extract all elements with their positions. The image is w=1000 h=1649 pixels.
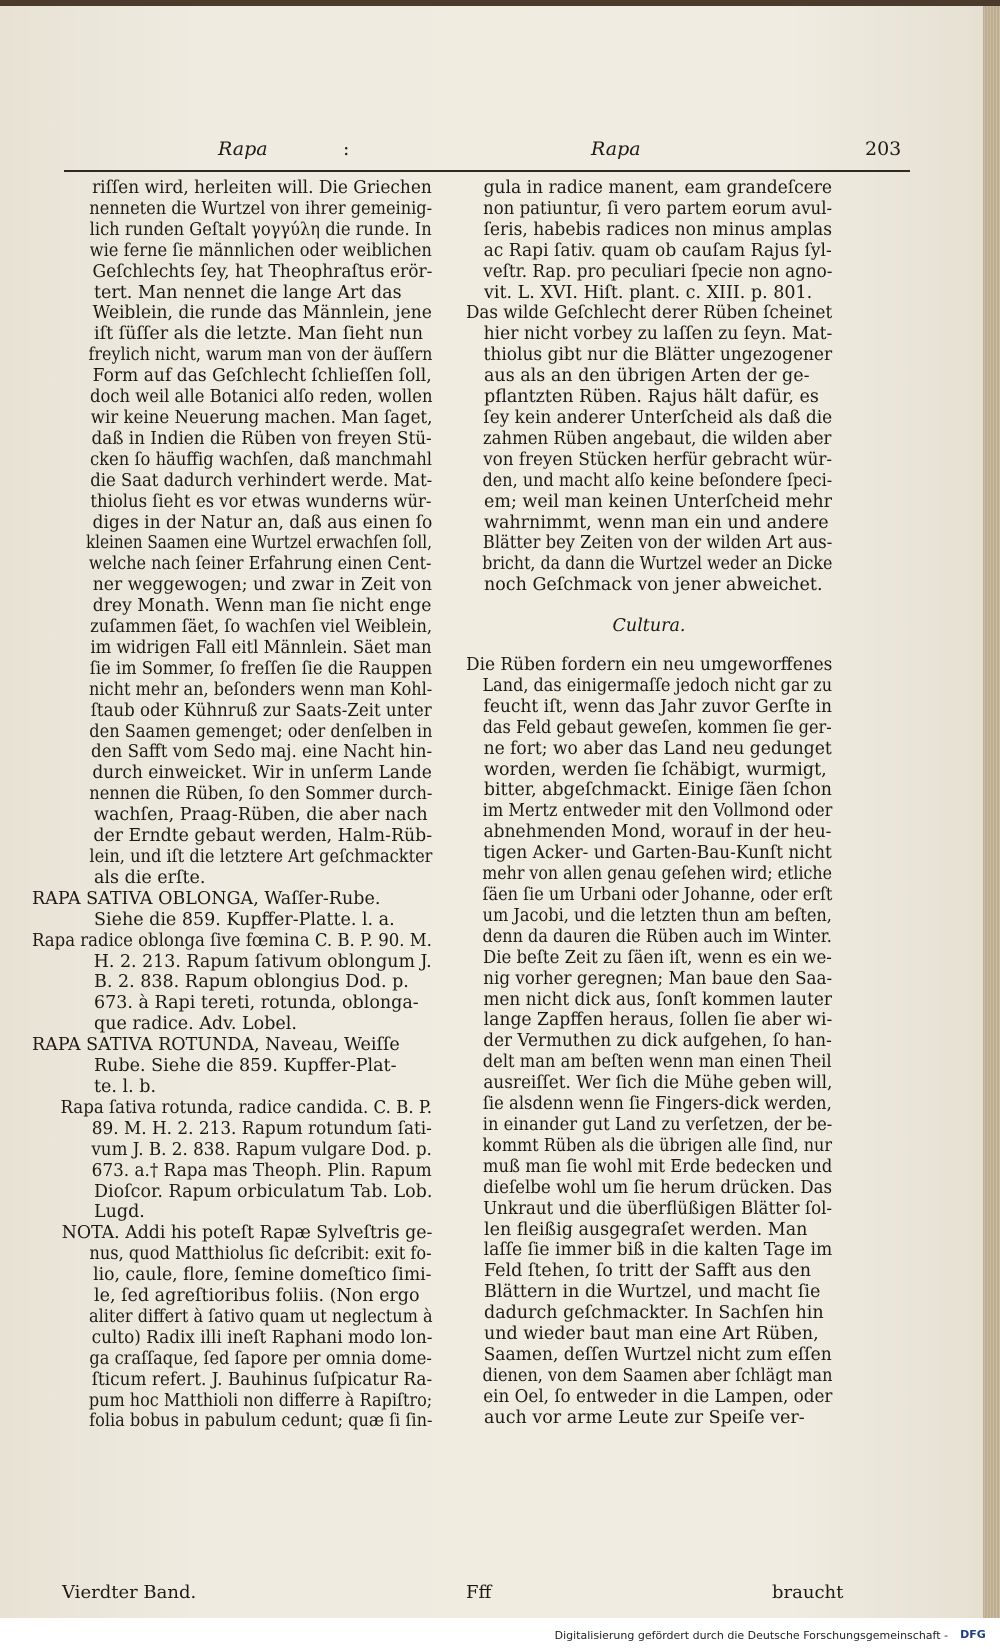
- center-mark: :: [343, 138, 350, 160]
- text-line: dienen, von dem Saamen aber ſchlägt man: [482, 1365, 833, 1386]
- entry-line: Rube. Siehe die 859. Kupffer-Plat-: [94, 1056, 397, 1077]
- text-line: freylich nicht, warum man von der äuſſern: [88, 345, 433, 366]
- entry-line: folia bobus in pabulum cedunt; quæ ſi ſin-: [89, 1411, 433, 1432]
- text-line: iſt ſüſſer als die letzte. Man ſieht nun: [94, 324, 423, 345]
- text-line: em; weil man keinen Unterſcheid mehr: [484, 491, 833, 512]
- text-line: hier nicht vorbey zu laſſen zu ſeyn. Mat-: [483, 324, 833, 345]
- section-title: Cultura.: [612, 616, 686, 637]
- text-line: im widrigen Fall eitl Männlein. Säet man: [90, 637, 432, 658]
- page-number: 203: [865, 138, 902, 160]
- text-line: ſie im Sommer, ſo freſſen ſie die Rauppen: [89, 658, 433, 679]
- text-line: ſeris, habebis radices non minus amplas: [483, 219, 832, 240]
- text-line: men nicht dick aus, ſonſt kommen lauter: [483, 989, 832, 1010]
- entry-line: que radice. Adv. Lobel.: [94, 1014, 297, 1035]
- entry-line: pum hoc Matthioli non differre à Rapiſtro;: [88, 1390, 433, 1411]
- text-line: tigen Acker- und Garten-Bau-Kunſt nicht: [483, 843, 832, 864]
- entry-line: nus, quod Matthiolus ſic deſcribit: exit fo-: [89, 1244, 432, 1265]
- entry-line: 673. à Rapi tereti, rotunda, oblonga-: [94, 993, 419, 1014]
- text-line: thiolus gibt nur die Blätter ungezogener: [483, 345, 833, 366]
- text-line: den Safft vom Sedo maj. eine Nacht hin-: [91, 742, 433, 763]
- text-line: ausreiſſet. Wer ſich die Mühe geben will,: [483, 1073, 833, 1094]
- catchword: braucht: [772, 1582, 844, 1603]
- text-line: bricht, da dann die Wurtzel weder an Dicke: [482, 554, 833, 575]
- entry-line: H. 2. 213. Rapum ſativum oblongum J.: [93, 951, 432, 972]
- text-line: nennen die Rüben, ſo den Sommer durch-: [89, 784, 433, 805]
- text-line: durch einweicket. Wir in unſerm Lande: [92, 763, 432, 784]
- entry-line: B. 2. 838. Rapum oblongius Dod. p.: [94, 972, 409, 993]
- text-line: ner weggewogen; und zwar in Zeit von: [92, 575, 432, 596]
- text-line: worden, werden ſie ſchäbigt, wurmigt,: [484, 759, 827, 780]
- text-line: Die Rüben fordern ein neu umgeworffenes: [466, 655, 833, 676]
- text-line: Form auf das Geſchlecht ſchlieſſen ſoll,: [92, 366, 432, 387]
- entry-line: 673. a.† Rapa mas Theoph. Plin. Rapum: [91, 1160, 432, 1181]
- volume-signature: Vierdter Band.: [62, 1582, 197, 1603]
- text-line: len fleißig ausgegraſet werden. Man: [484, 1219, 808, 1240]
- text-line: welche nach ſeiner Erfahrung einen Cent-: [88, 554, 432, 575]
- text-line: wahrnimmt, wenn man ein und andere: [484, 512, 829, 533]
- text-line: Saamen, deſſen Wurtzel nicht zum eſſen: [483, 1344, 832, 1365]
- entry-line: 89. M. H. 2. 213. Rapum rotundum ſati-: [91, 1118, 432, 1139]
- text-line: von freyen Stücken herfür gebracht wür-: [483, 449, 832, 470]
- text-line: dieſelbe wohl um ſie herum drücken. Das: [483, 1177, 833, 1198]
- right-column: [466, 178, 832, 1429]
- entry-line: Siehe die 859. Kupffer-Platte. l. a.: [94, 909, 395, 930]
- text-line: gula in radice manent, eam grandeſcere: [483, 178, 833, 198]
- text-line: auch vor arme Leute zur Speiſe ver-: [484, 1407, 805, 1428]
- text-line: aus als an den übrigen Arten der ge-: [484, 366, 810, 387]
- entry-line: vum J. B. 2. 838. Rapum vulgare Dod. p.: [91, 1139, 432, 1160]
- text-line: ſie alsdenn wenn ſie Fingers-dick werden,: [482, 1094, 832, 1115]
- text-line: der Erndte gebaut werden, Halm-Rüb-: [93, 826, 433, 847]
- text-line: den, und macht alſo keine beſondere ſpeci-: [482, 470, 833, 491]
- text-line: lange Zapffen heraus, ſollen ſie aber wi-: [483, 1010, 833, 1031]
- entry-line: le, ſed agreſtioribus foliis. (Non ergo: [94, 1286, 420, 1307]
- text-line: Weiblein, die runde das Männlein, jene: [92, 303, 432, 324]
- text-line: doch weil alle Botanici alſo reden, wollen: [89, 387, 433, 408]
- text-line: der Vermuthen zu dick aufgehen, ſo han-: [483, 1031, 832, 1052]
- text-line: riſſen wird, herleiten will. Die Griechen: [92, 178, 432, 198]
- text-line: bitter, abgeſchmackt. Einige ſäen ſchon: [483, 780, 833, 801]
- dfg-logo: DFG: [960, 1627, 986, 1641]
- text-line: zuſammen ſäet, ſo wachſen viel Weiblein,: [90, 617, 433, 638]
- text-line: drey Monath. Wenn man ſie nicht enge: [92, 596, 432, 617]
- left-running-head: Rapa: [218, 138, 268, 160]
- text-line: kommt Rüben als die übrigen alle ſind, nur: [482, 1135, 833, 1156]
- text-line: den Saamen gemenget; oder denſelben in: [89, 721, 433, 742]
- text-line: noch Geſchmack von jener abweichet.: [484, 575, 823, 596]
- text-line: wachſen, Praag-Rüben, die aber nach: [94, 805, 428, 826]
- text-line: und wieder baut man eine Art Rüben,: [484, 1324, 819, 1345]
- digitization-note: Digitalisierung gefördert durch die Deutsche Forschungsgemeinschaft -: [554, 1629, 948, 1642]
- text-line: ſtaub oder Kühnruß zur Saats-Zeit unter: [90, 700, 432, 721]
- text-line: ne fort; wo aber das Land neu gedunget: [483, 738, 832, 759]
- text-line: Die beſte Zeit zu ſäen iſt, wenn es ein we-: [482, 947, 832, 968]
- text-line: ac Rapi ſativ. quam ob cauſam Rajus ſyl-: [483, 240, 832, 261]
- gathering-signature: Fff: [466, 1582, 492, 1603]
- right-running-head: Rapa: [591, 138, 641, 160]
- text-line: mehr von allen genau geſehen wird; etliche: [482, 864, 832, 885]
- text-line: nicht mehr an, beſonders wenn man Kohl-: [89, 679, 433, 700]
- text-line: pflantzten Rüben. Rajus hält dafür, es: [484, 387, 819, 408]
- text-line: in einander gut Land zu verſetzen, der be-: [482, 1114, 833, 1135]
- text-line: Unkraut und die überflüßigen Blätter ſol-: [483, 1198, 833, 1219]
- text-line: nenneten die Wurtzel von ihrer gemeinig-: [89, 198, 433, 219]
- text-line: denn da dauren die Rüben auch im Winter.: [482, 926, 832, 947]
- text-line: zahmen Rüben angebaut, die wilden aber: [482, 428, 832, 449]
- entry-line: ſticum refert. J. Bauhinus ſuſpicatur Ra-: [91, 1369, 433, 1390]
- text-line: Das wilde Geſchlecht derer Rüben ſcheinet: [466, 303, 833, 324]
- text-line: diges in der Natur an, daß aus einen ſo: [92, 512, 433, 533]
- text-line: daß in Indien die Rüben von freyen Stü-: [91, 428, 432, 449]
- text-line: die Saat dadurch verhindert werde. Mat-: [90, 470, 433, 491]
- text-line: im Mertz entweder mit den Vollmond oder: [482, 801, 833, 822]
- text-line: thiolus ſieht es vor etwas wunderns wür-: [90, 491, 432, 512]
- text-line: veſtr. Rap. pro peculiari ſpecie non agno-: [483, 261, 833, 282]
- text-line: als die erſte.: [94, 867, 206, 888]
- text-line: Land, das einigermaſſe jedoch nicht gar zu: [482, 675, 833, 696]
- text-line: wir keine Neuerung machen. Man ſaget,: [90, 407, 433, 428]
- left-column: [32, 178, 432, 1432]
- text-line: cken ſo häuffig wachſen, daß manchmahl: [89, 449, 433, 470]
- text-line: delt man am beſten wenn man einen Theil: [482, 1052, 832, 1073]
- entry-line: RAPA SATIVA ROTUNDA, Naveau, Weiſſe: [32, 1035, 400, 1056]
- text-line: vit. L. XVI. Hiſt. plant. c. XIII. p. 801.: [484, 282, 813, 303]
- text-line: um Jacobi, und die letzten thun am beſten,: [482, 905, 832, 926]
- text-line: wie ferne ſie männlichen oder weiblichen: [89, 240, 432, 261]
- text-line: lich runden Geſtalt γογγύλη die runde. In: [89, 219, 432, 240]
- text-line: dadurch geſchmackter. In Sachſen hin: [484, 1303, 824, 1324]
- text-line: abnehmenden Mond, worauf in der heu-: [483, 822, 832, 843]
- text-line: feucht iſt, wenn das Jahr zuvor Gerſte in: [483, 696, 832, 717]
- entry-line: Rapa ſativa rotunda, radice candida. C. B. P.: [60, 1097, 432, 1118]
- text-line: ein Oel, ſo entweder in die Lampen, oder: [483, 1386, 833, 1407]
- text-line: Feld ſtehen, ſo tritt der Safft aus den: [484, 1261, 812, 1282]
- page-edge: [983, 6, 1000, 1618]
- text-line: Blätter bey Zeiten von der wilden Art aus-: [482, 533, 833, 554]
- text-line: nig vorher geregnen; Man baue den Saa-: [483, 968, 833, 989]
- text-line: laſſe ſie immer biß in die kalten Tage im: [483, 1240, 833, 1261]
- text-line: Blättern in die Wurtzel, und macht ſie: [484, 1282, 821, 1303]
- entry-line: ga craſſaque, ſed ſapore per omnia dome-: [89, 1348, 432, 1369]
- text-line: das Feld gebaut geweſen, kommen ſie ger-: [482, 717, 832, 738]
- entry-line: RAPA SATIVA OBLONGA, Waſſer-Rube.: [32, 888, 381, 909]
- text-line: muß man ſie wohl mit Erde bedecken und: [482, 1156, 833, 1177]
- entry-line: Dioſcor. Rapum orbiculatum Tab. Lob.: [94, 1181, 433, 1202]
- text-line: kleinen Saamen eine Wurtzel erwachſen ſoll,: [85, 533, 432, 554]
- entry-line: Lugd.: [94, 1202, 145, 1223]
- text-line: tert. Man nennet die lange Art das: [94, 282, 402, 303]
- entry-line: culto) Radix illi ineſt Raphani modo lon-: [91, 1327, 433, 1348]
- entry-line: aliter differt à ſativo quam ut neglectum à: [89, 1306, 433, 1327]
- entry-line: te. l. b.: [94, 1076, 157, 1097]
- entry-line: Rapa radice oblonga ſive fœmina C. B. P. 90. M.: [32, 930, 432, 951]
- text-line: ſäen ſie um Urbani oder Johanne, oder erſt: [482, 885, 833, 905]
- header-rule: [64, 170, 910, 172]
- entry-line: NOTA. Addi his poteſt Rapæ Sylveſtris ge-: [61, 1223, 433, 1244]
- text-line: lein, und iſt die letztere Art geſchmackter: [89, 847, 433, 867]
- text-line: Geſchlechts ſey, hat Theophraſtus erör-: [92, 261, 433, 282]
- text-line: non patiuntur, ſi vero partem eorum avul-: [483, 198, 833, 219]
- entry-line: lio, caule, flore, ſemine domeſtico ſimi-: [93, 1265, 432, 1286]
- text-line: ſey kein anderer Unterſcheid als daß die: [483, 407, 833, 428]
